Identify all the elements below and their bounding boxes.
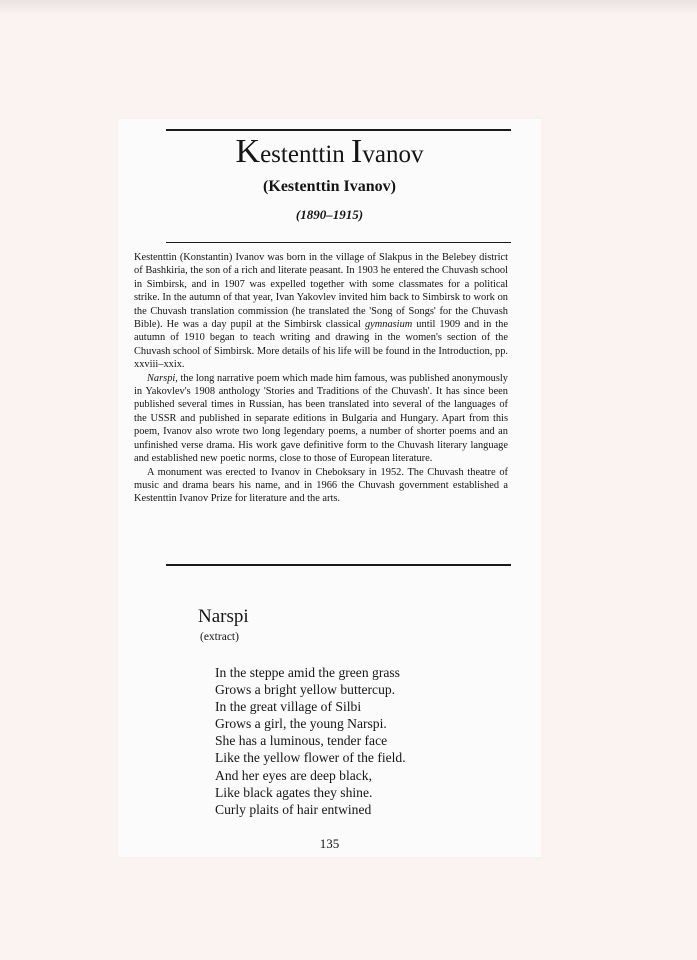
poem-line: And her eyes are deep black, xyxy=(215,767,373,783)
poem-line: She has a luminous, tender face xyxy=(215,733,388,749)
top-edge xyxy=(0,0,697,14)
poem-line: Grows a bright yellow buttercup. xyxy=(215,682,396,698)
poem-line: Like the yellow flower of the field. xyxy=(215,750,406,766)
page-title: Kestenttin Ivanov xyxy=(235,133,424,170)
poem-extract-note: (extract) xyxy=(200,631,239,643)
author-subtitle: (Kestenttin Ivanov) xyxy=(263,178,396,195)
biography xyxy=(134,251,508,506)
poem-line: In the steppe amid the green grass xyxy=(215,665,400,680)
poem-line: Like black agates they shine. xyxy=(215,784,373,800)
poem-text xyxy=(215,664,406,818)
top-rule xyxy=(166,129,511,131)
bio-end-rule xyxy=(166,564,511,566)
page-number: 135 xyxy=(319,836,340,851)
poem-title: Narspi xyxy=(198,606,249,627)
author-dates: (1890–1915) xyxy=(295,207,364,222)
book-page xyxy=(118,119,541,857)
bio-paragraph-2: Narspi, the long narrative poem which made him famous, was published anonymously in Yakovlev's 1908 anthology 'Stories and Traditions of the Chuvash'. It has since been published several times in Russian, has been translated into several of the languages of the USSR and published in separate editions in Bulgaria and Hungary. Apart from this poem, Ivanov also wrote two long legendary poems, a number of shorter poems and an unfinished verse drama. His work gave definitive form to the Chuvash literary language and established new poetic norms, close to those of European literature. xyxy=(134,372,508,465)
poem-line: In the great village of Silbi xyxy=(215,699,362,715)
bio-paragraph-3: A monument was erected to Ivanov in Cheboksary in 1952. The Chuvash theatre of music and drama bears his name, and in 1966 the Chuvash government established a Kestenttin Ivanov Prize for literature and the arts. xyxy=(134,466,508,505)
header-rule xyxy=(166,242,511,243)
bio-paragraph-1: Kestenttin (Konstantin) Ivanov was born in the village of Slakpus in the Belebey district of Bashkiria, the son of a rich and literate peasant. In 1903 he entered the Chuvash school in Simbirsk, and in 1907 was expelled together with some classmates for a political strike. In the autumn of that year, Ivan Yakovlev invited him back to Simbirsk to work on the Chuvash translation commission (he translated the 'Song of Songs' for the Chuvash Bible). He was a day pupil at the Simbirsk classical gymnasium until 1909 and in the autumn of 1910 began to teach writing and drawing in the women's section of the Chuvash school of Simbirsk. More details of his life will be found in the Introduction, pp. xxviii–xxix. xyxy=(134,252,508,371)
poem-line: Curly plaits of hair entwined xyxy=(215,801,372,817)
poem-line: Grows a girl, the young Narspi. xyxy=(215,716,387,732)
